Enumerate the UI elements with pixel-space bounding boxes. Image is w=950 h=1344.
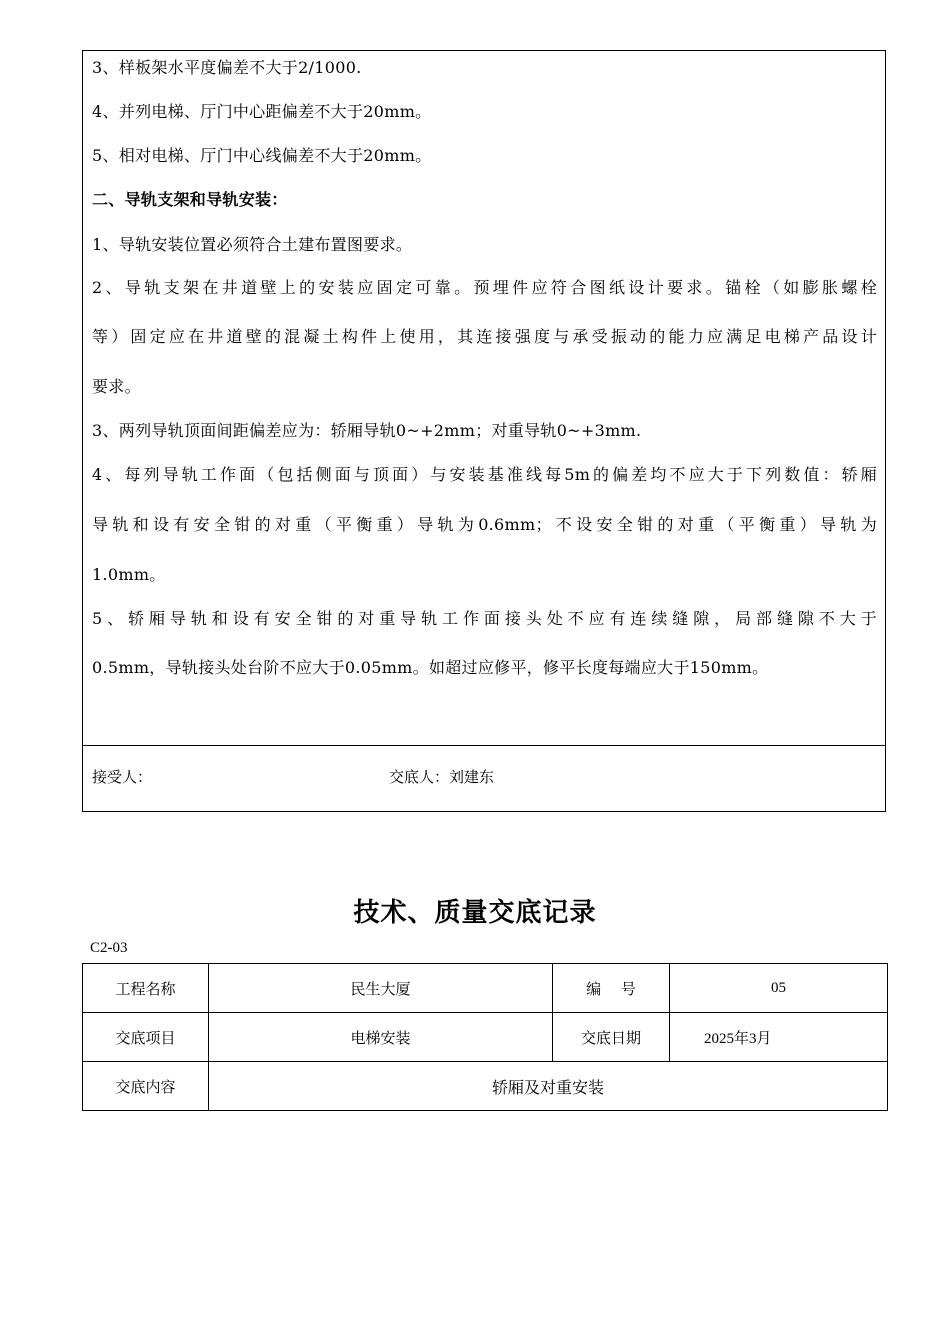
text-line: 等）固定应在井道壁的混凝土构件上使用，其连接强度与承受振动的能力应满足电梯产品设计 xyxy=(92,327,877,346)
text-line: 导轨和设有安全钳的对重（平衡重）导轨为0.6mm；不设安全钳的对重（平衡重）导轨为 xyxy=(92,515,877,534)
date-value: 2025年3月 xyxy=(670,1013,888,1062)
discloser-label: 交底人：刘建东 xyxy=(389,768,495,786)
text-line: 2、导轨支架在井道壁上的安装应固定可靠。预埋件应符合图纸设计要求。锚栓（如膨胀螺栓 xyxy=(92,278,877,297)
text-line: 4、每列导轨工作面（包括侧面与顶面）与安装基准线每5m的偏差均不应大于下列数值：轿厢 xyxy=(92,465,877,484)
project-name-value: 民生大厦 xyxy=(209,964,553,1013)
text-line: 要求。 xyxy=(92,377,141,396)
text-line: 4、并列电梯、厅门中心距偏差不大于20mm。 xyxy=(92,102,432,121)
text-line: 0.5mm，导轨接头处台阶不应大于0.05mm。如超过应修平，修平长度每端应大于150mm。 xyxy=(92,658,769,677)
table-row xyxy=(83,1013,888,1062)
text-line: 3、样板架水平度偏差不大于2/1000. xyxy=(92,58,362,77)
signature-row xyxy=(83,745,885,812)
content-label: 交底内容 xyxy=(83,1062,209,1111)
number-value: 05 xyxy=(670,964,888,1013)
page-title: 技术、质量交底记录 xyxy=(353,898,597,928)
disclosure-content-box xyxy=(82,50,886,812)
section-heading: 二、导轨支架和导轨安装： xyxy=(92,190,288,209)
text-line: 3、两列导轨顶面间距偏差应为：轿厢导轨0~+2mm；对重导轨0~+3mm. xyxy=(92,421,642,440)
project-name-label: 工程名称 xyxy=(83,964,209,1013)
table-row xyxy=(83,964,888,1013)
item-label: 交底项目 xyxy=(83,1013,209,1062)
info-table xyxy=(82,963,888,1111)
item-value: 电梯安装 xyxy=(209,1013,553,1062)
number-label: 编 号 xyxy=(553,964,670,1013)
content-value: 轿厢及对重安装 xyxy=(209,1062,888,1111)
text-line: 1、导轨安装位置必须符合土建布置图要求。 xyxy=(92,235,413,254)
receiver-label: 接受人： xyxy=(92,768,153,786)
table-row xyxy=(83,1062,888,1111)
date-label: 交底日期 xyxy=(553,1013,670,1062)
text-line: 5、轿厢导轨和设有安全钳的对重导轨工作面接头处不应有连续缝隙，局部缝隙不大于 xyxy=(92,609,877,628)
text-line: 5、相对电梯、厅门中心线偏差不大于20mm。 xyxy=(92,146,432,165)
text-line: 1.0mm。 xyxy=(92,565,166,584)
form-code: C2-03 xyxy=(90,940,128,956)
